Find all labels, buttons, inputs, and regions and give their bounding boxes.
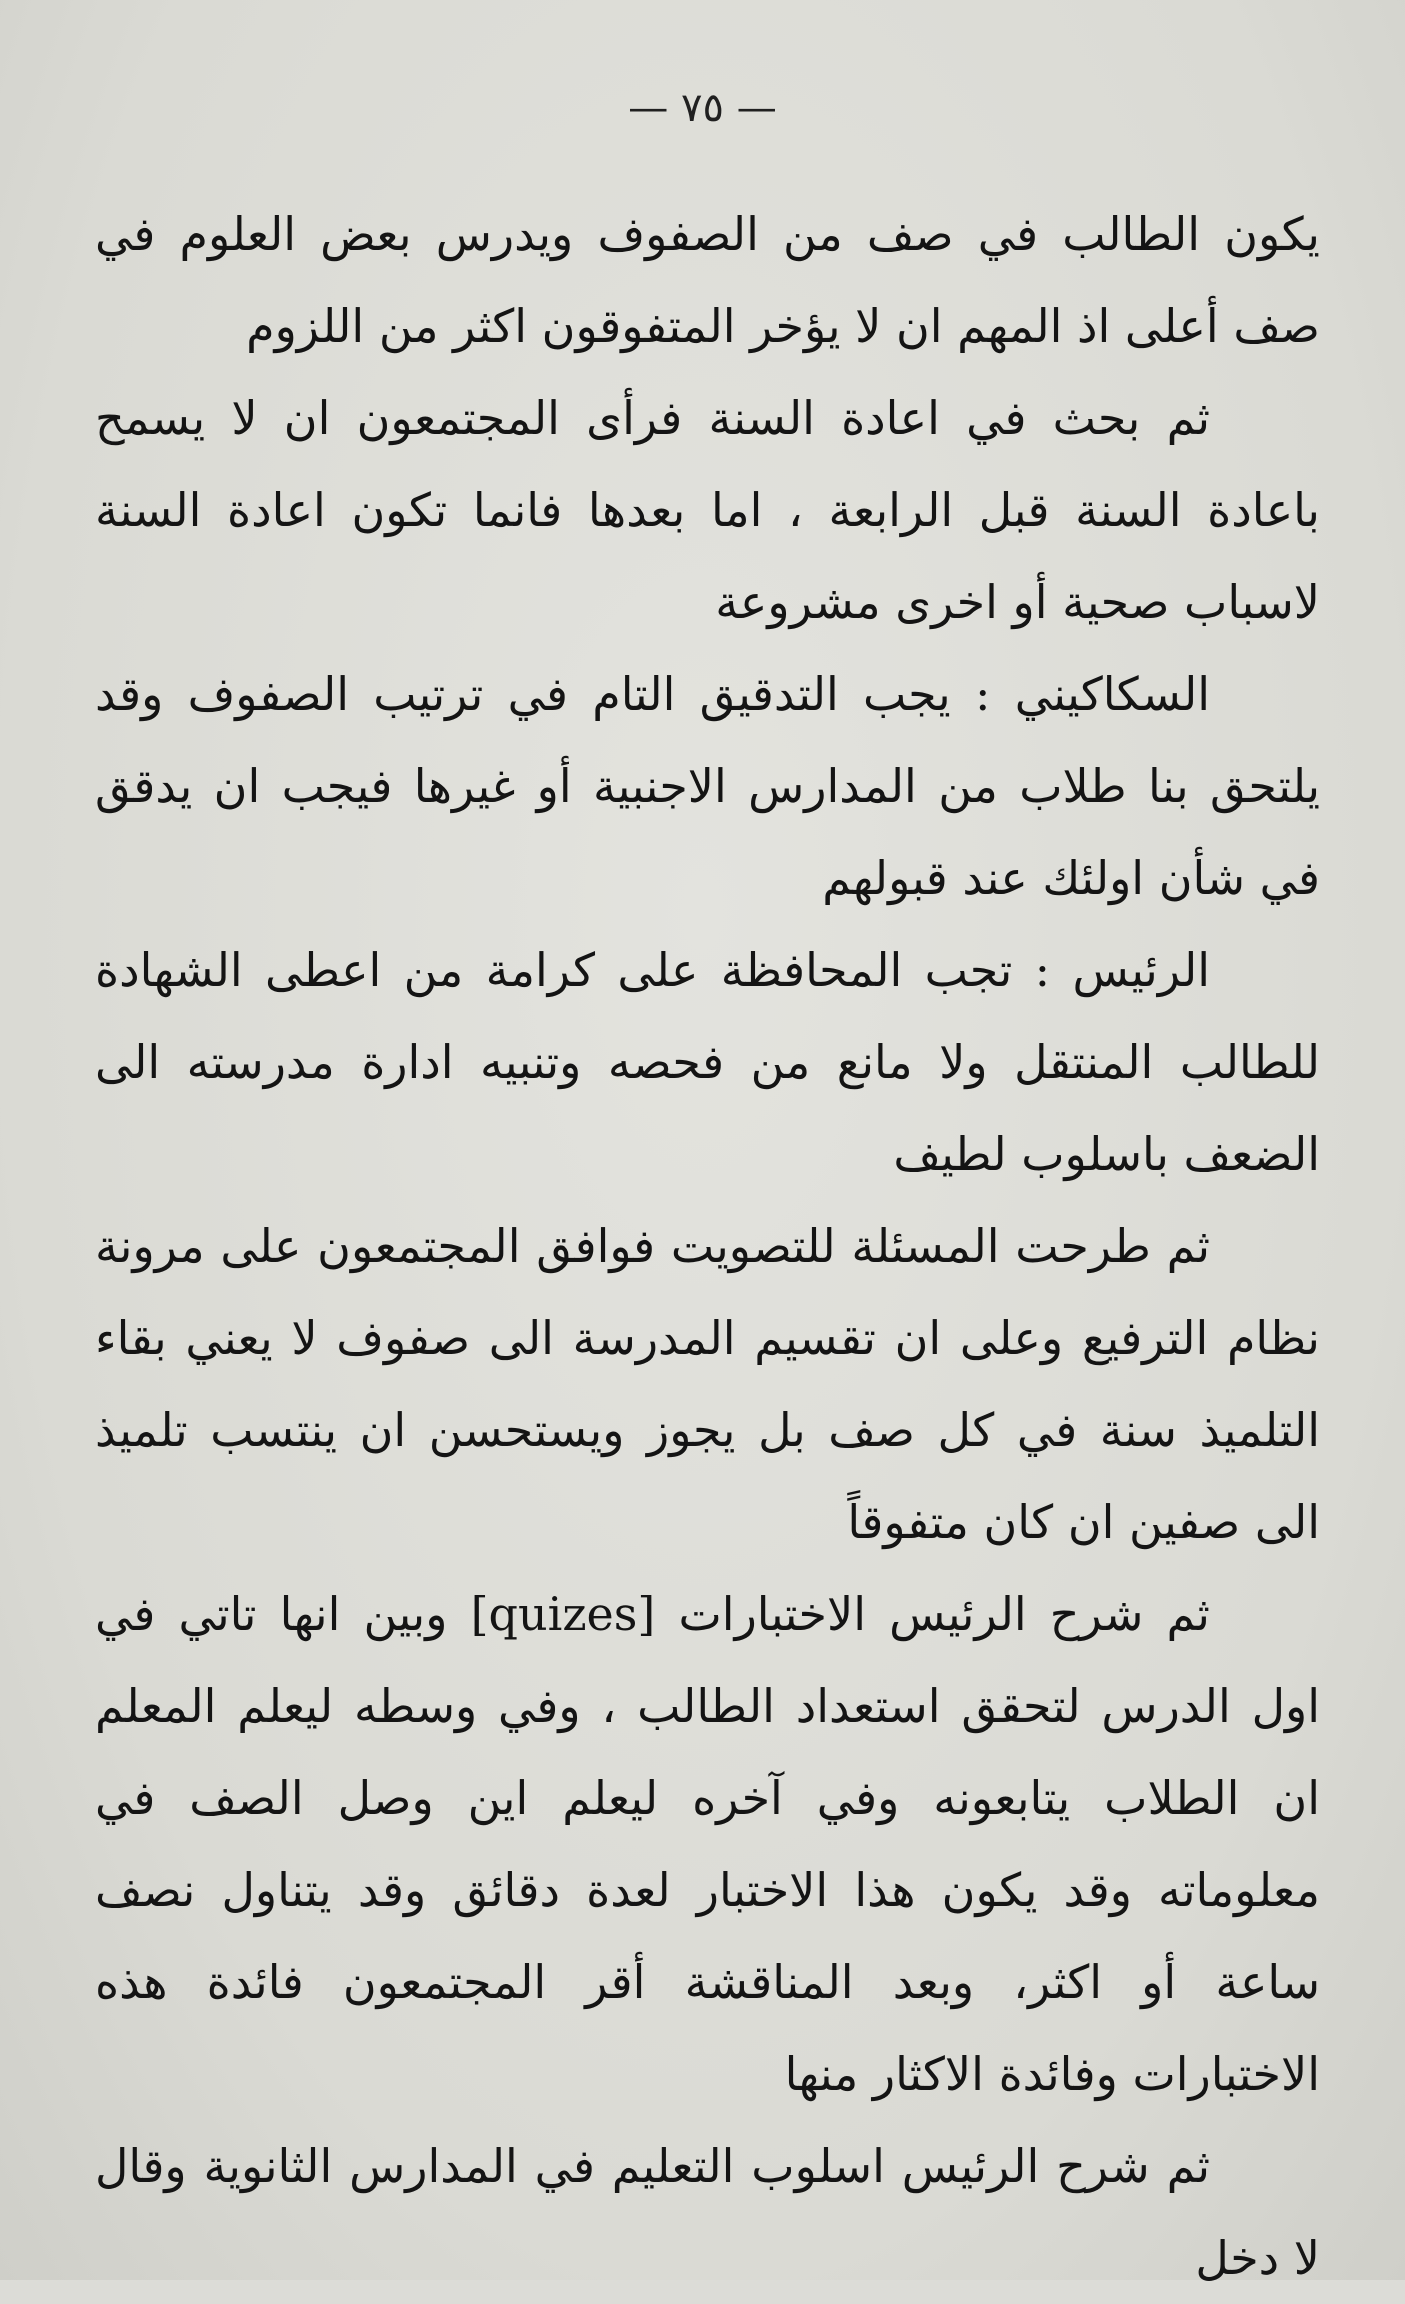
paragraph-5: ثم طرحت المسئلة للتصويت فوافق المجتمعون على مرونة نظام الترفيع وعلى ان تقسيم المدرسة الى صفوف لا يعني بقاء التلميذ سنة في كل صف بل يجوز ويستحسن ان ينتسب تلميذ الى صفين ان كان متفوقاً: [95, 1219, 1320, 1549]
paragraph-3: السكاكيني : يجب التدقيق التام في ترتيب الصفوف وقد يلتحق بنا طلاب من المدارس الاجنبية أو غيرها فيجب ان يدقق في شأن اولئك عند قبولهم: [95, 667, 1320, 905]
paragraph-2: ثم بحث في اعادة السنة فرأى المجتمعون ان لا يسمح باعادة السنة قبل الرابعة ، اما بعدها فانما تكون اعادة السنة لاسباب صحية أو اخرى مشروعة: [95, 391, 1320, 629]
paragraph-6: ثم شرح الرئيس الاختبارات [quizes] وبين انها تاتي في اول الدرس لتحقق استعداد الطالب ، وفي وسطه ليعلم المعلم ان الطلاب يتابعونه وفي آخره ليعلم اين وصل الصف في معلوماته وقد يكون هذا الاختبار لعدة دقائق وقد يتناول نصف ساعة أو اكثر، وبعد المناقشة أقر المجتمعون فائدة هذه الاختبارات وفائدة الاكثار منها: [95, 1587, 1320, 2101]
paragraph-7: ثم شرح الرئيس اسلوب التعليم في المدارس الثانوية وقال لا دخل: [95, 2139, 1320, 2285]
paragraph-4: الرئيس : تجب المحافظة على كرامة من اعطى الشهادة للطالب المنتقل ولا مانع من فحصه وتنبيه ادارة مدرسته الى الضعف باسلوب لطيف: [95, 943, 1320, 1181]
page-body-text: [95, 188, 1320, 2285]
paragraph-1: يكون الطالب في صف من الصفوف ويدرس بعض العلوم في صف أعلى اذ المهم ان لا يؤخر المتفوقون اكثر من اللزوم: [95, 207, 1320, 353]
page-number: — ٧٥ —: [628, 85, 777, 131]
